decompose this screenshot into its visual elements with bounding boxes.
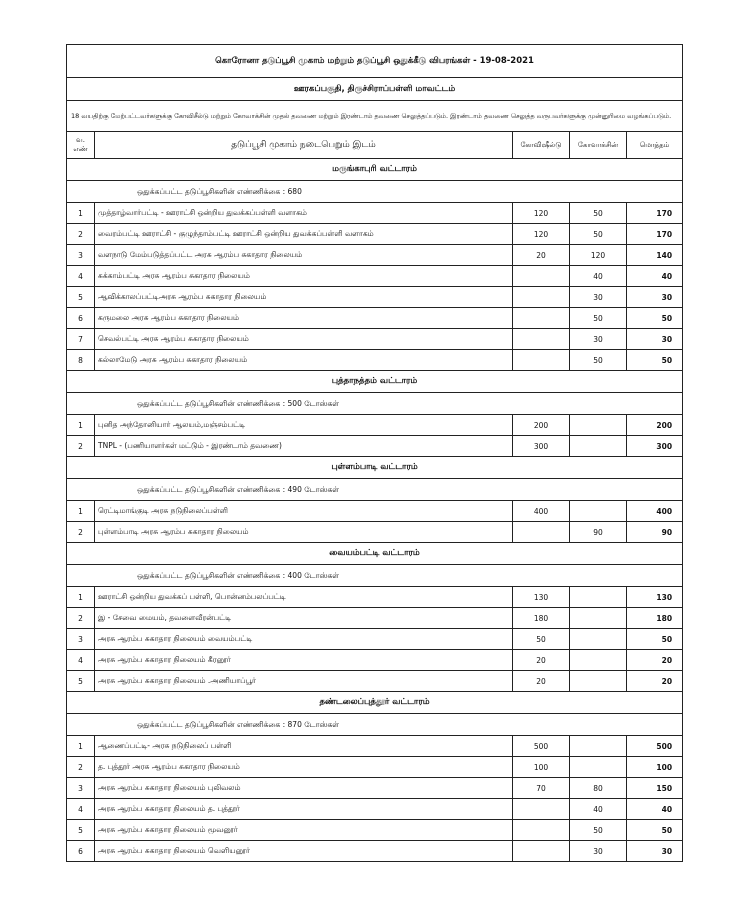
covaxin-count <box>570 757 627 778</box>
covishield-count <box>513 266 570 287</box>
serial-number: 6 <box>67 841 95 862</box>
column-header-total: மொத்தம் <box>627 132 683 159</box>
serial-number: 7 <box>67 329 95 350</box>
total-count: 20 <box>627 671 683 692</box>
covaxin-count: 40 <box>570 799 627 820</box>
camp-location: அரசு ஆரம்ப சுகாதார நிலையம் புலிவலம் <box>95 778 513 799</box>
total-count: 40 <box>627 266 683 287</box>
camp-location: ரெட்டிமாங்குடி அரசு நடுநிலைப்பள்ளி <box>95 501 513 522</box>
total-count: 140 <box>627 245 683 266</box>
allocation-count: ஒதுக்கப்பட்ட தடுப்பூசிகளின் எண்ணிக்கை : 500 டோஸ்கள் <box>67 393 683 415</box>
table-row <box>67 287 683 308</box>
column-header-covaxin: கோவாக்சின் <box>570 132 627 159</box>
serial-number: 1 <box>67 501 95 522</box>
covishield-count: 180 <box>513 608 570 629</box>
covaxin-count: 50 <box>570 203 627 224</box>
column-header-place: தடுப்பூசி முகாம் நடைபெறும் இடம் <box>95 132 513 159</box>
serial-number: 4 <box>67 799 95 820</box>
covishield-count: 70 <box>513 778 570 799</box>
total-count: 30 <box>627 329 683 350</box>
allocation-count: ஒதுக்கப்பட்ட தடுப்பூசிகளின் எண்ணிக்கை : 400 டோஸ்கள் <box>67 565 683 587</box>
total-count: 100 <box>627 757 683 778</box>
allocation-count: ஒதுக்கப்பட்ட தடுப்பூசிகளின் எண்ணிக்கை : 680 <box>67 181 683 203</box>
block-name: தண்டலைப்புத்தூர் வட்டாரம் <box>67 692 683 714</box>
allocation-row <box>67 181 683 203</box>
total-count: 30 <box>627 287 683 308</box>
total-count: 200 <box>627 415 683 436</box>
table-row <box>67 778 683 799</box>
block-name: மருங்காபுரி வட்டாரம் <box>67 159 683 181</box>
camp-location: அரசு ஆரம்ப சுகாதார நிலையம் வையம்பட்டி <box>95 629 513 650</box>
camp-location: ஆணைப்பட்டி- அரசு நடுநிலைப் பள்ளி <box>95 736 513 757</box>
total-count: 50 <box>627 308 683 329</box>
camp-location: த. புத்தூர் அரசு ஆரம்ப சுகாதார நிலையம் <box>95 757 513 778</box>
serial-number: 4 <box>67 266 95 287</box>
camp-location: வளநாடு மேம்படுத்தப்பட்ட அரசு ஆரம்ப சுகாதார நிலையம் <box>95 245 513 266</box>
total-count: 90 <box>627 522 683 543</box>
total-count: 300 <box>627 436 683 457</box>
table-row <box>67 736 683 757</box>
table-row <box>67 587 683 608</box>
total-count: 20 <box>627 650 683 671</box>
total-count: 50 <box>627 629 683 650</box>
allocation-count: ஒதுக்கப்பட்ட தடுப்பூசிகளின் எண்ணிக்கை : 870 டோஸ்கள் <box>67 714 683 736</box>
covishield-count: 200 <box>513 415 570 436</box>
camp-location: அரசு ஆரம்ப சுகாதார நிலையம் கீரனூர் <box>95 650 513 671</box>
covaxin-count: 30 <box>570 287 627 308</box>
covaxin-count: 90 <box>570 522 627 543</box>
covishield-count: 300 <box>513 436 570 457</box>
camp-location: முத்தாழ்வார்பட்டி - ஊராட்சி ஒன்றிய துவக்கப்பள்ளி வளாகம் <box>95 203 513 224</box>
block-header-row <box>67 159 683 181</box>
covishield-count: 120 <box>513 224 570 245</box>
covaxin-count: 50 <box>570 820 627 841</box>
covaxin-count <box>570 608 627 629</box>
block-header-row <box>67 371 683 393</box>
table-row <box>67 799 683 820</box>
table-row <box>67 650 683 671</box>
camp-location: கல்லாமேடு அரசு ஆரம்ப சுகாதார நிலையம் <box>95 350 513 371</box>
serial-number: 1 <box>67 587 95 608</box>
serial-number: 5 <box>67 671 95 692</box>
covishield-count: 500 <box>513 736 570 757</box>
covaxin-count: 80 <box>570 778 627 799</box>
covaxin-count: 50 <box>570 308 627 329</box>
table-row <box>67 266 683 287</box>
total-count: 170 <box>627 203 683 224</box>
camp-location: ஊராட்சி ஒன்றிய துவக்கப் பள்ளி, பொன்னம்பலப்பட்டி <box>95 587 513 608</box>
column-header-covishield: கோவிஷீல்டு <box>513 132 570 159</box>
covishield-count: 400 <box>513 501 570 522</box>
table-row <box>67 629 683 650</box>
covishield-count: 100 <box>513 757 570 778</box>
total-count: 50 <box>627 820 683 841</box>
covaxin-count: 50 <box>570 350 627 371</box>
covaxin-count <box>570 629 627 650</box>
serial-number: 3 <box>67 629 95 650</box>
camp-location: இ - சேவை மையம், தவளைவீரன்பட்டி <box>95 608 513 629</box>
camp-location: கருமலை அரசு ஆரம்ப சுகாதார நிலையம் <box>95 308 513 329</box>
camp-location: புள்ளம்பாடி அரசு ஆரம்ப சுகாதார நிலையம் <box>95 522 513 543</box>
camp-location: TNPL - (பணியாளர்கள் மட்டும் - இரண்டாம் தவணை) <box>95 436 513 457</box>
schedule-table <box>66 44 683 862</box>
block-header-row <box>67 457 683 479</box>
serial-number: 1 <box>67 736 95 757</box>
total-count: 400 <box>627 501 683 522</box>
covishield-count <box>513 329 570 350</box>
document-title: கொரோனா தடுப்பூசி முகாம் மற்றும் தடுப்பூசி ஒதுக்கீடு விபரங்கள் - 19-08-2021 <box>67 45 683 78</box>
covishield-count: 20 <box>513 671 570 692</box>
covaxin-count <box>570 436 627 457</box>
total-count: 500 <box>627 736 683 757</box>
column-header-serial: வ. எண் <box>67 132 95 159</box>
camp-location: அரசு ஆரம்ப சுகாதார நிலையம் மூவனூர் <box>95 820 513 841</box>
serial-number: 2 <box>67 608 95 629</box>
block-header-row <box>67 543 683 565</box>
table-row <box>67 757 683 778</box>
camp-location: அரசு ஆரம்ப சுகாதார நிலையம் வெளியனூர் <box>95 841 513 862</box>
document-subtitle: ஊரகப்பகுதி, திருச்சிராப்பள்ளி மாவட்டம் <box>67 78 683 101</box>
total-count: 50 <box>627 350 683 371</box>
table-row <box>67 522 683 543</box>
serial-number: 2 <box>67 436 95 457</box>
total-count: 170 <box>627 224 683 245</box>
table-row <box>67 308 683 329</box>
eligibility-note: 18 வயதிற்கு மேற்பட்டவர்களுக்கு கோவிசீல்டு மற்றும் கோவாக்சின் முதல் தவணை மற்றும் இரண்டாம் தவணை செலுத்தப்படும். இரண்டாம் தவணை செலுத்த வருபவர்களுக்கு முன்னுரிமை வழங்கப்படும். <box>67 101 683 132</box>
table-row <box>67 245 683 266</box>
covishield-count <box>513 841 570 862</box>
covaxin-count <box>570 736 627 757</box>
serial-number: 5 <box>67 820 95 841</box>
total-count: 150 <box>627 778 683 799</box>
serial-number: 2 <box>67 757 95 778</box>
table-row <box>67 224 683 245</box>
table-row <box>67 415 683 436</box>
covaxin-count <box>570 415 627 436</box>
table-row <box>67 350 683 371</box>
allocation-row <box>67 393 683 415</box>
covaxin-count: 30 <box>570 841 627 862</box>
covaxin-count <box>570 671 627 692</box>
serial-number: 2 <box>67 224 95 245</box>
covishield-count: 20 <box>513 650 570 671</box>
camp-location: செவல்பட்டி அரசு ஆரம்ப சுகாதார நிலையம் <box>95 329 513 350</box>
camp-location: வைரம்பட்டி ஊராட்சி - குழுந்தாம்பட்டி ஊராட்சி ஒன்றிய துவக்கப்பள்ளி வளாகம் <box>95 224 513 245</box>
serial-number: 3 <box>67 778 95 799</box>
covishield-count <box>513 799 570 820</box>
camp-location: புனித அந்தோனியார் ஆலயம்,மஞ்சம்பட்டி <box>95 415 513 436</box>
allocation-row <box>67 565 683 587</box>
table-row <box>67 671 683 692</box>
covishield-count <box>513 308 570 329</box>
covishield-count <box>513 287 570 308</box>
covishield-count <box>513 820 570 841</box>
covishield-count <box>513 350 570 371</box>
table-row <box>67 501 683 522</box>
block-header-row <box>67 692 683 714</box>
total-count: 30 <box>627 841 683 862</box>
serial-number: 4 <box>67 650 95 671</box>
camp-location: அரசு ஆரம்ப சுகாதார நிலையம் .அணியாப்பூர் <box>95 671 513 692</box>
serial-number: 8 <box>67 350 95 371</box>
total-count: 40 <box>627 799 683 820</box>
covaxin-count <box>570 650 627 671</box>
serial-number: 5 <box>67 287 95 308</box>
table-row <box>67 203 683 224</box>
covishield-count <box>513 522 570 543</box>
block-name: வையம்பட்டி வட்டாரம் <box>67 543 683 565</box>
camp-location: ஆவிக்காலப்பட்டிஅரசு ஆரம்ப சுகாதார நிலையம் <box>95 287 513 308</box>
covishield-count: 130 <box>513 587 570 608</box>
allocation-row <box>67 714 683 736</box>
covaxin-count: 50 <box>570 224 627 245</box>
total-count: 180 <box>627 608 683 629</box>
covaxin-count: 120 <box>570 245 627 266</box>
covaxin-count: 40 <box>570 266 627 287</box>
table-row <box>67 329 683 350</box>
serial-number: 1 <box>67 203 95 224</box>
table-row <box>67 608 683 629</box>
covishield-count: 20 <box>513 245 570 266</box>
serial-number: 3 <box>67 245 95 266</box>
allocation-count: ஒதுக்கப்பட்ட தடுப்பூசிகளின் எண்ணிக்கை : 490 டோஸ்கள் <box>67 479 683 501</box>
serial-number: 6 <box>67 308 95 329</box>
covaxin-count: 30 <box>570 329 627 350</box>
camp-location: சுக்காம்பட்டி அரசு ஆரம்ப சுகாதார நிலையம் <box>95 266 513 287</box>
table-row <box>67 841 683 862</box>
table-row <box>67 436 683 457</box>
covaxin-count <box>570 587 627 608</box>
vaccination-schedule-sheet <box>66 44 682 862</box>
camp-location: அரசு ஆரம்ப சுகாதார நிலையம் த. புத்தூர் <box>95 799 513 820</box>
block-name: புள்ளம்பாடி வட்டாரம் <box>67 457 683 479</box>
serial-number: 2 <box>67 522 95 543</box>
table-row <box>67 820 683 841</box>
block-name: புத்தாநத்தம் வட்டாரம் <box>67 371 683 393</box>
serial-number: 1 <box>67 415 95 436</box>
covishield-count: 50 <box>513 629 570 650</box>
total-count: 130 <box>627 587 683 608</box>
covishield-count: 120 <box>513 203 570 224</box>
allocation-row <box>67 479 683 501</box>
covaxin-count <box>570 501 627 522</box>
